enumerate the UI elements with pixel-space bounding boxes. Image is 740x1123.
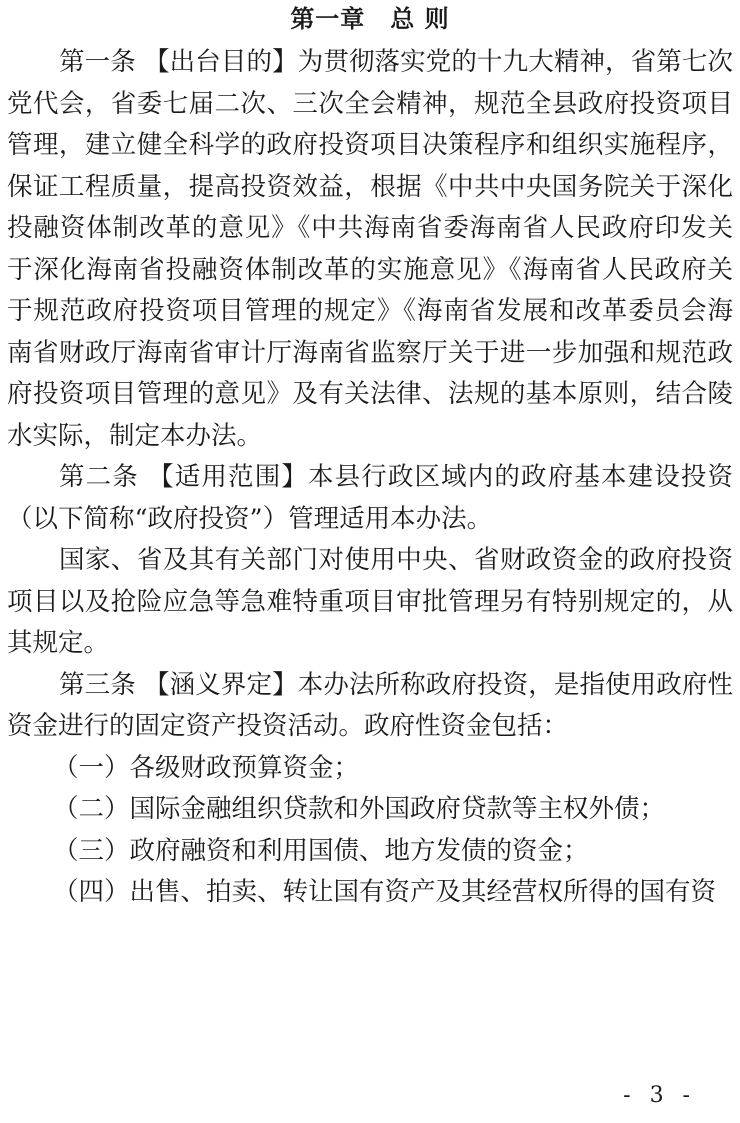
list-item-1: （一）各级财政预算资金； bbox=[53, 752, 360, 783]
page-number: - 3 - bbox=[623, 1083, 696, 1108]
list-item-3: （三）政府融资和利用国债、地方发债的资金； bbox=[53, 835, 589, 866]
body-text bbox=[7, 42, 733, 914]
list-item-2: （二）国际金融组织贷款和外国政府贷款等主权外债； bbox=[53, 794, 666, 824]
article-1-paragraph: 第一条 【出台目的】为贯彻落实党的十九大精神，省第七次党代会，省委七届二次、三次全会精神，规范全县政府投资项目管理，建立健全科学的政府投资项目决策程序和组织实施程序，保证工程质量，提高投资效益，根据《中共中央国务院关于深化投融资体制改革的意见》《中共海南省委海南省人民政府印发关于深化海南省投融资体制改革的实施意见》《海南省人民政府关于规范政府投资项目管理的规定》《海南省发展和改革委员会海南省财政厅海南省审计厅海南省监察厅关于进一步加强和规范政府投资项目管理的意见》及有关法律、法规的基本原则，结合陵水实际，制定本办法。 bbox=[7, 47, 733, 451]
article-3-paragraph: 第三条 【涵义界定】本办法所称政府投资，是指使用政府性资金进行的固定资产投资活动。政府性资金包括： bbox=[7, 669, 733, 741]
list-item-4: （四）出售、拍卖、转让国有资产及其经营权所得的国有资 bbox=[53, 877, 717, 907]
article-2-exception-paragraph: 国家、省及其有关部门对使用中央、省财政资金的政府投资项目以及抢险应急等急难特重项目审批管理另有特别规定的，从其规定。 bbox=[7, 545, 733, 658]
chapter-title: 第一章 总 则 bbox=[290, 5, 450, 33]
article-2-paragraph: 第二条 【适用范围】本县行政区域内的政府基本建设投资（以下简称“政府投资”）管理适用本办法。 bbox=[7, 462, 733, 534]
